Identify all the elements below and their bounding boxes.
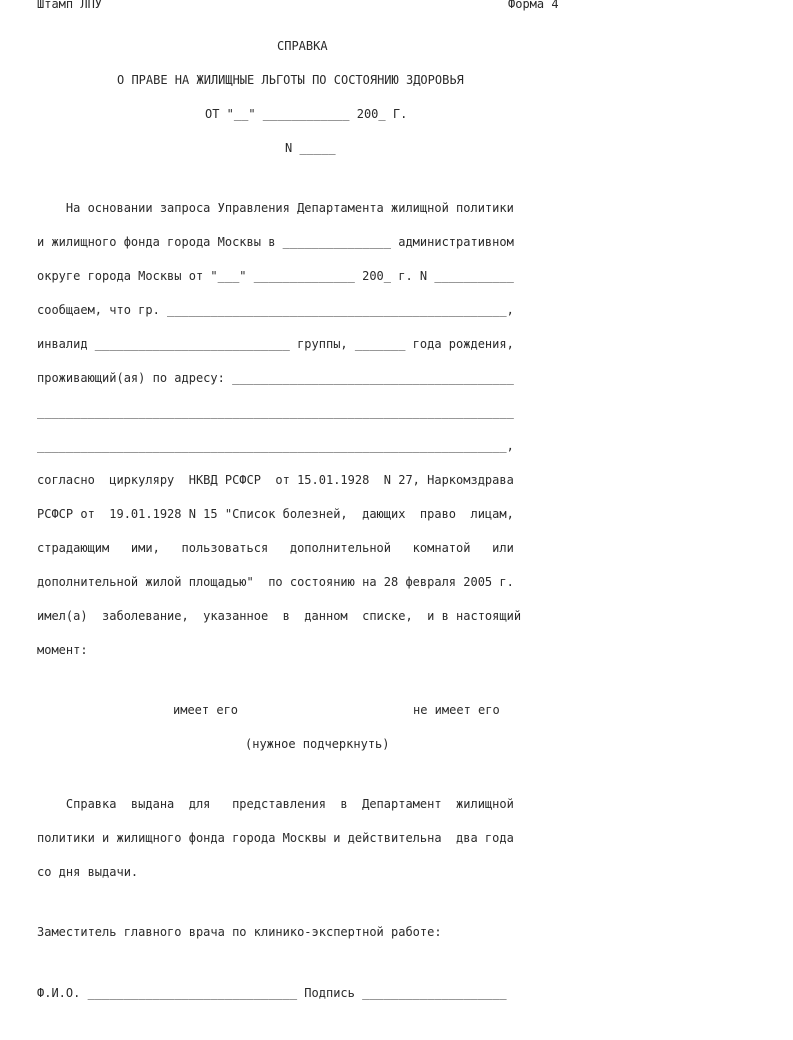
option-does-not-have: не имеет его	[413, 703, 500, 717]
body-line: На основании запроса Управления Департамента жилищной политики	[37, 201, 514, 215]
body-line: момент:	[37, 643, 88, 657]
validity-line: со дня выдачи.	[37, 865, 139, 879]
document-number: N _____	[285, 141, 336, 155]
document-date: ОТ "__" ____________ 200_ Г.	[205, 107, 408, 121]
body-line: сообщаем, что гр. _______________________________________________,	[37, 303, 514, 317]
body-line: проживающий(ая) по адресу: _______________________________________	[37, 371, 514, 385]
validity-line: Справка выдана для представления в Департамент жилищной	[37, 797, 514, 811]
body-line: __________________________________________________________________	[37, 405, 514, 419]
body-line: имел(а) заболевание, указанное в данном списке, и в настоящий	[37, 609, 522, 623]
body-line: и жилищного фонда города Москвы в _______________ административном	[37, 235, 514, 249]
body-line: страдающим ими, пользоваться дополнительной комнатой или	[37, 541, 514, 555]
signer-position: Заместитель главного врача по клинико-экспертной работе:	[37, 925, 442, 939]
signature-line: Ф.И.О. _____________________________ Подпись ____________________	[37, 986, 507, 1000]
body-line: _________________________________________________________________,	[37, 439, 514, 453]
option-has-it: имеет его	[173, 703, 239, 717]
underline-note: (нужное подчеркнуть)	[245, 737, 390, 751]
document-title: СПРАВКА	[277, 39, 328, 53]
form-number: Форма 4	[508, 0, 559, 11]
stamp-label: Штамп ЛПУ	[37, 0, 103, 11]
body-line: инвалид ___________________________ группы, _______ года рождения,	[37, 337, 514, 351]
body-line: дополнительной жилой площадью" по состоянию на 28 февраля 2005 г.	[37, 575, 514, 589]
body-line: округе города Москвы от "___" ______________ 200_ г. N ___________	[37, 269, 514, 283]
body-line: РСФСР от 19.01.1928 N 15 "Список болезней, дающих право лицам,	[37, 507, 514, 521]
document-subject: О ПРАВЕ НА ЖИЛИЩНЫЕ ЛЬГОТЫ ПО СОСТОЯНИЮ ЗДОРОВЬЯ	[117, 73, 464, 87]
validity-line: политики и жилищного фонда города Москвы и действительна два года	[37, 831, 514, 845]
body-line: согласно циркуляру НКВД РСФСР от 15.01.1928 N 27, Наркомздрава	[37, 473, 514, 487]
